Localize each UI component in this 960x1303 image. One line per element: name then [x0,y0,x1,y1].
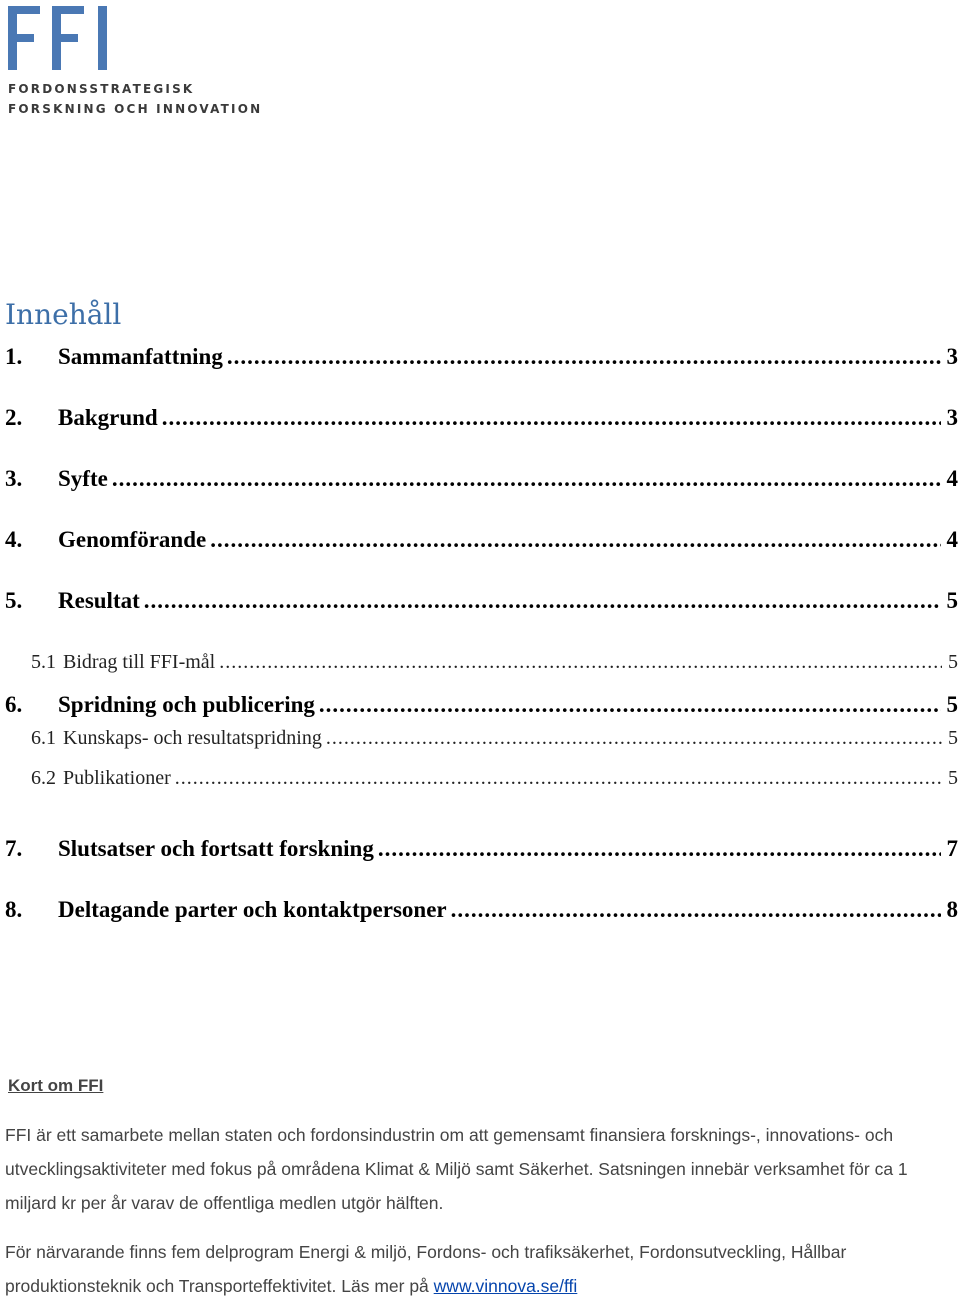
toc-entry-5[interactable]: 5. Resultat ..... 5 [5,588,958,614]
toc-title: Innehåll [5,298,122,331]
about-paragraph-2-text: För närvarande finns fem delprogram Energi & miljö, Fordons- och trafiksäkerhet, Fordonsutveckling, Hållbar produktionsteknik och Transporteffektivitet. Läs mer på [5,1242,847,1296]
toc-entry-8[interactable]: 8. Deltagande parter och kontaktpersoner ..... 8 [5,897,958,923]
ffi-logo [6,4,116,81]
about-paragraph-1: FFI är ett samarbete mellan staten och fordonsindustrin om att gemensamt finansiera forsknings-, innovations- och utvecklingsaktiviteter med fokus på områdena Klimat & Miljö samt Säkerhet. Satsningen innebär verksamhet för ca 1 miljard kr per år varav de offentliga medlen utgör hälften. [5,1125,908,1213]
about-title: Kort om FFI [8,1076,104,1095]
toc-entry-6-1[interactable]: 6.1 Kunskaps- och resultatspridning ..... 5 [5,727,958,750]
toc-entry-3[interactable]: 3. Syfte ..... 4 [5,466,958,492]
toc-entry-1[interactable]: 1. Sammanfattning ..... 3 [5,344,958,370]
toc-entry-4[interactable]: 4. Genomförande ..... 4 [5,527,958,553]
vinnova-link[interactable]: www.vinnova.se/ffi [433,1276,578,1296]
toc-entry-2[interactable]: 2. Bakgrund ..... 3 [5,405,958,431]
about-paragraph-2 [5,1235,940,1303]
ffi-logo-mark [6,4,116,76]
toc-entry-5-1[interactable]: 5.1 Bidrag till FFI-mål ..... 5 [5,651,958,674]
logo-line-1: FORDONSSTRATEGISK [8,82,195,96]
toc-entry-6[interactable]: 6. Spridning och publicering ..... 5 [5,692,958,718]
toc-entry-7[interactable]: 7. Slutsatser och fortsatt forskning ..... 7 [5,836,958,862]
toc-entry-6-2[interactable]: 6.2 Publikationer ..... 5 [5,767,958,790]
logo-line-2: FORSKNING OCH INNOVATION [8,102,263,116]
